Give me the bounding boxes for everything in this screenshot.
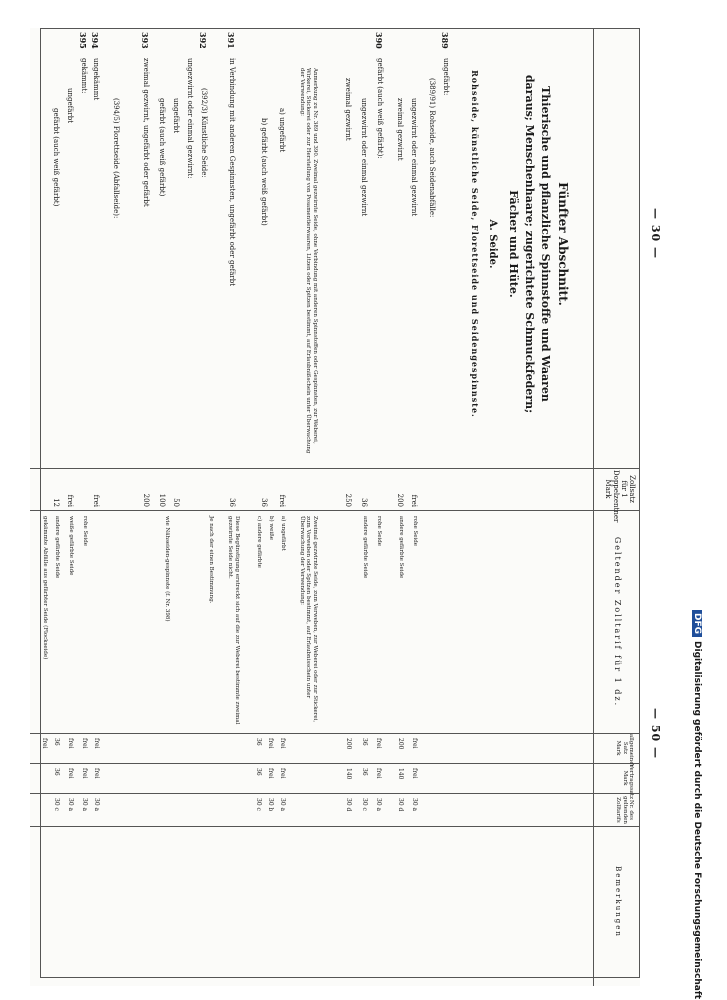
current-row-label: b) weiße — [268, 516, 274, 541]
current-row-gen: frei — [41, 738, 48, 749]
row-number: 392 — [198, 32, 208, 49]
current-row-gen: frei — [375, 738, 382, 749]
current-row-con: 36 — [53, 768, 60, 776]
row-label: ungefärbt — [172, 98, 180, 134]
section-title-line2: Thierische und pflanzliche Spinnstoffe und Waaren — [539, 86, 552, 402]
current-row-label: weiße gefärbte Seide — [68, 516, 74, 576]
row-number: 389 — [440, 32, 450, 49]
row-label: ungefärbt — [66, 88, 74, 124]
right-page-number: — 50 — — [649, 708, 662, 759]
subsection-heading: Rohseide, künstliche Seide, Florettseide und Seidengespinnste. — [470, 70, 480, 418]
current-row-con: frei — [279, 768, 286, 779]
row-label: ungezwirnt oder einmal gezwirnt — [360, 98, 368, 217]
current-row-no: 30 c — [53, 798, 60, 811]
row-duty: 50 — [172, 498, 180, 507]
row-label: (394/5) Florettseide (Abfallseide): — [112, 98, 120, 219]
current-row-gen: frei — [67, 738, 74, 749]
header-rule — [593, 28, 594, 986]
duty-column-header: Zollsatz für 1 Doppelzentner Mark — [603, 470, 636, 523]
general-rate-header: allgemeiner Satz Mark — [615, 734, 634, 768]
col-sep-contract — [30, 763, 640, 764]
current-row-con: 36 — [361, 768, 368, 776]
col-sep-number — [30, 793, 640, 794]
current-row-no: 30 a — [93, 798, 100, 812]
current-row-label: Diese Begünstigung erstreckt sich auf die zur Weberei bestimmte zweimal gezwirnte Seide nicht. — [227, 516, 240, 725]
current-row-con: frei — [267, 768, 274, 779]
col-sep-right-start — [30, 510, 640, 511]
row-label: a) ungefärbt — [278, 108, 286, 153]
row-number: 394 — [90, 32, 100, 49]
row-duty: 100 — [158, 493, 166, 507]
row-number: 393 — [140, 32, 150, 49]
row-label: zweimal gezwirnt — [344, 78, 352, 141]
row-duty: 12 — [52, 498, 60, 507]
row-number: 395 — [78, 32, 88, 49]
row-number: 390 — [374, 32, 384, 49]
row-label: (389/91) Rohseide, auch Seidenabfälle: — [428, 78, 436, 218]
current-row-label: Zweimal gezwirnte Seide, zum Verweben, zur Weberei oder zur Stickerei, zum Vorweben oder Spitzen bestimmt, auf Erlaubnisschein unter Überwachung der Verwendung: — [298, 516, 318, 723]
row-label: zweimal gezwirnt, ungefärbt oder gefärbt — [142, 58, 150, 207]
row-duty: 36 — [228, 498, 236, 507]
contract-rate-header: Vertragssatz Mark — [621, 764, 634, 800]
dfg-logo: DFG — [692, 610, 702, 637]
annotation-note: Anmerkung zu Nr. 389 und 390. Zweimal gezwirnte Seide, ohne Verbindung mit anderen Spinnstoffen oder Gespinnsten, zur Weberei, Wirkerei, Stickerei oder zur Herstellung von Posamentierwaaren, Litzen oder Spitzen bestimmt, auf Erlaubnißschein unter Überwachung der Verwendung: — [298, 68, 318, 454]
current-row-no: 30 c — [255, 798, 262, 811]
current-row-label: a) ungefärbt — [280, 516, 286, 551]
dfg-credit — [688, 610, 702, 1000]
current-row-label: rohe Seide — [376, 516, 382, 547]
row-label: gefärbt (auch weiß gefärbt) — [158, 98, 166, 197]
current-row-con: frei — [67, 768, 74, 779]
current-row-label: gekämmte Abfälle aus gefärbter Seide (Flockseide) — [42, 516, 48, 660]
row-duty: 200 — [396, 493, 404, 507]
row-duty: frei — [410, 494, 418, 507]
row-duty: frei — [66, 494, 74, 507]
row-duty: 36 — [260, 498, 268, 507]
current-row-label: andere gefärbte Seide — [54, 516, 60, 579]
current-row-gen: 36 — [53, 738, 60, 746]
current-row-label: rohe Seide — [412, 516, 418, 547]
current-row-no: 30 d — [397, 798, 404, 812]
current-row-gen: 200 — [397, 738, 404, 750]
current-row-con: 36 — [255, 768, 262, 776]
current-row-gen: 36 — [361, 738, 368, 746]
section-title-line4: Fächer und Hüte. — [507, 190, 520, 298]
row-label: gefärbt (auch weiß gefärbt) — [52, 108, 60, 207]
row-label: ungezwirnt oder einmal gezwirnt — [410, 98, 418, 217]
current-row-no: 30 a — [67, 798, 74, 812]
current-row-label: andere gefärbte Seide — [362, 516, 368, 579]
current-row-label: c) andere gefärbte — [256, 516, 262, 568]
current-row-gen: frei — [411, 738, 418, 749]
section-title: Fünfter Abschnitt. — [556, 182, 570, 306]
col-sep-duty — [30, 468, 640, 469]
current-row-gen: frei — [267, 738, 274, 749]
subsection-title: A. Seide. — [487, 219, 498, 269]
current-row-con: frei — [93, 768, 100, 779]
rotated-tariff-page — [30, 28, 662, 986]
row-number: 391 — [226, 32, 236, 49]
row-label: in Verbindung mit anderen Gespinnsten, ungefärbt oder gefärbt — [228, 58, 236, 287]
row-duty: 36 — [360, 498, 368, 507]
current-row-gen: 200 — [345, 738, 352, 750]
current-row-no: 30 a — [375, 798, 382, 812]
current-row-gen: frei — [81, 738, 88, 749]
current-row-no: 30 d — [345, 798, 352, 812]
row-label: gekämmt: — [80, 58, 88, 94]
col-sep-general — [30, 733, 640, 734]
current-row-con: frei — [81, 768, 88, 779]
current-row-no: 30 a — [81, 798, 88, 812]
current-row-label: Je nach der einen Bestimmung. — [208, 516, 214, 604]
current-row-con: 140 — [397, 768, 404, 780]
current-row-gen: frei — [279, 738, 286, 749]
row-label: b) gefärbt (auch weiß gefärbt) — [260, 118, 268, 226]
current-row-con: 140 — [345, 768, 352, 780]
row-duty: frei — [278, 494, 286, 507]
section-title-line3: daraus; Menschenhaare; zugerichtete Schmuckfedern; — [523, 74, 536, 414]
row-label: zweimal gezwirnt — [396, 98, 404, 161]
row-label: gefärbt (auch weiß gefärbt): — [376, 58, 384, 159]
row-duty: frei — [92, 494, 100, 507]
tariff-number-header: Nr. des geltenden Zolltarifs — [615, 796, 634, 824]
current-row-no: 30 a — [279, 798, 286, 812]
current-row-label: andere gefärbte Seide — [398, 516, 404, 579]
row-duty: 250 — [344, 493, 352, 507]
current-row-no: 30 a — [411, 798, 418, 812]
col-sep-remarks — [30, 826, 640, 827]
row-label: ungefärbt: — [442, 58, 450, 96]
remarks-header: Bemerkungen — [614, 866, 622, 938]
current-row-gen: 36 — [255, 738, 262, 746]
general-tariff-header: Geltender Zolltarif für 1 dz. — [613, 536, 622, 708]
current-row-gen: frei — [93, 738, 100, 749]
row-label: ungekämmt — [92, 58, 100, 101]
current-row-label: rohe Seide — [82, 516, 88, 547]
current-row-no: 30 c — [361, 798, 368, 811]
row-label: ungezwirnt oder einmal gezwirnt: — [186, 58, 194, 179]
current-row-con: frei — [375, 768, 382, 779]
left-page-number: — 30 — — [649, 208, 662, 259]
current-row-no: 30 b — [267, 798, 274, 812]
current-row-label: wie Nähseiden-gespinnste (f. Nr. 398) — [164, 516, 170, 622]
dfg-credit-text: Digitalisierung gefördert durch die Deutsche Forschungsgemeinschaft — [692, 641, 702, 1000]
current-row-con: frei — [411, 768, 418, 779]
row-label: (392/3) Künstliche Seide: — [200, 88, 208, 178]
row-duty: 200 — [142, 493, 150, 507]
